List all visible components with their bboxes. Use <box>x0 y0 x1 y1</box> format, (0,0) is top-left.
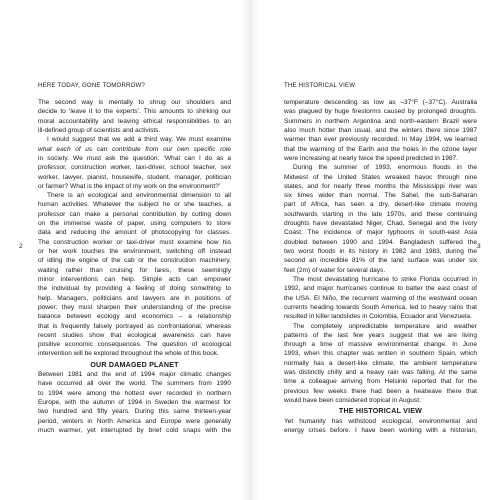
text-line: on the immense waste of paper, using computers to store <box>38 220 231 228</box>
text-line: data and reducing the amount of photocopying for classes. <box>38 229 231 237</box>
text-line: have occurred all over the world. The summers from 1990 <box>38 380 231 388</box>
text-line: previous few weeks there had been a heatwave there that <box>284 387 477 395</box>
text-line: that the warming of the Earth and the holes in the ozone layer <box>284 145 477 153</box>
text-line: to 1994 were among the hottest ever recorded in northern <box>38 389 231 397</box>
text-line: help. Managers, politicians and lawyers are in positions of <box>38 294 231 302</box>
text-line: Summers in northern Argentina and north-eastern Brazil were <box>284 117 477 125</box>
text-line: six times wider than normal. The Sahel, the sub-Saharan <box>284 192 477 200</box>
text-line: worker, lawyer, pianist, housewife, student, manager, politician <box>38 173 231 181</box>
section-heading: OUR DAMAGED PLANET <box>90 360 179 369</box>
text-line: feet (2m) of water for several days. <box>284 266 386 274</box>
right-page <box>250 0 500 500</box>
text-line: states, and for nearly three months the Mississippi river was <box>284 182 477 190</box>
text-line: would have been considered tropical in August. <box>284 397 421 404</box>
text-line: or her work touches the environment, switching off instead <box>38 248 231 255</box>
text-line: energy crises before. I have been working with a historian, <box>284 426 477 434</box>
text-line: patterns of the last few years suggest that we are living <box>284 331 477 339</box>
text-line: was plagued by huge firestorms caused by prolonged droughts. <box>284 108 477 116</box>
text-line: The construction worker or taxi-driver must examine how his <box>38 238 231 246</box>
text-line: or farmer? What is the impact of my work on the environment?’ <box>38 182 221 190</box>
text-line: what each of us can contribute from our own specific role <box>38 145 231 153</box>
text-line: balance between ecology and economics – a relationship <box>38 313 231 321</box>
text-line: through a time of massive environmental change. In June <box>284 341 477 349</box>
text-line: decide to ‘leave it to the experts’. This amounts to shirking our <box>38 108 231 116</box>
text-line: was distinctly chilly and a heavy rain was falling. At the same <box>284 369 477 377</box>
text-line: in society. We must ask the question: ‘What can I do as a <box>38 154 231 162</box>
text-line: temperature descending as low as –37°F (–37°C). Australia <box>284 99 477 106</box>
right-page-number: 3 <box>477 243 481 250</box>
text-line: the USA. El Niño, the recurrent warming of the westward ocean <box>284 294 477 302</box>
text-line: recent studies show that ecological awareness can have <box>38 331 231 339</box>
text-line: intervention will be explored throughout the whole of this book. <box>38 350 219 358</box>
text-line: Between 1981 and the end of 1994 major climatic changes <box>38 371 231 379</box>
left-page-number: 2 <box>19 243 23 250</box>
text-line: Coast. The incidence of major typhoons in south-east Asia <box>284 229 477 237</box>
text-line: ill-defined group of scientists and activists. <box>38 126 161 134</box>
text-line: Midwest of the United States wreaked havoc through nine <box>284 173 477 181</box>
text-line: doubled between 1990 and 1994. Bangladesh suffered the <box>284 238 477 246</box>
left-running-head: HERE TODAY, GONE TOMORROW? <box>38 82 146 89</box>
text-line: The most devastating hurricane to strike Florida occurred in <box>293 275 477 283</box>
text-line: 1993, when this chapter was written in southern Spain, which <box>284 350 477 358</box>
text-line: also much hotter than usual, and the winters there since 1987 <box>284 126 477 134</box>
text-line: professor can make a personal contribution by cutting down <box>38 210 231 218</box>
text-line: the individual by providing a feeling of doing something to <box>38 285 231 293</box>
text-line: warmer than ever previously recorded. In May 1994, we learned <box>284 136 477 144</box>
right-body-text <box>284 98 477 435</box>
text-line: 1992, and major hurricanes continue to batter the east coast of <box>284 285 477 293</box>
text-line: period, winters in North America and Europe were generally <box>38 417 231 425</box>
text-line: southwards starting in the late 1970s, and these continuing <box>284 210 477 218</box>
text-line: normally has a desert-like climate, the ambient temperature <box>284 359 477 367</box>
text-line: were increasing at nearly twice the speed predicted in 1987. <box>284 154 458 162</box>
text-line: The second way is mentally to shrug our shoulders and <box>38 99 231 106</box>
text-line: waiting rather than cruising for fares, these seemingly <box>38 266 231 274</box>
text-line: power; they must sharpen their understanding of the precise <box>38 303 231 311</box>
text-line: During the summer of 1993, enormous floods in the <box>293 164 477 172</box>
text-line: human activities. Whatever the subject he or she teaches, a <box>38 201 231 209</box>
text-line: The completely unpredictable temperature and weather <box>293 322 477 330</box>
text-line: second an incredible 81% of the land surface was under six <box>284 257 477 265</box>
text-line: currents heading towards South America, led to heavy rains that <box>284 303 477 311</box>
text-line: of idling the engine of the cab or the construction machinery, <box>38 257 231 265</box>
text-line: droughts have devastated Niger, Chad, Senegal and the Ivory <box>284 220 477 228</box>
text-line: I would suggest that we add a third way. We must examine <box>47 136 231 144</box>
text-line: two worst floods in its history in 1982 and 1983, during the <box>284 248 477 255</box>
text-line: minor interventions can help. Simple acts can empower <box>38 275 231 283</box>
right-running-head: THE HISTORICAL VIEW <box>284 82 356 89</box>
left-body-text <box>38 98 231 435</box>
text-line: time a colleague arriving from Helsinki reported that for the <box>284 378 477 386</box>
text-line: much warmer, yet interrupted by brief cold snaps with the <box>38 426 231 434</box>
text-line: part of Africa, has seen a dry, desert-like climate moving <box>284 201 477 209</box>
section-heading: THE HISTORICAL VIEW <box>338 407 423 416</box>
text-line: Europe, with the autumn of 1994 in Sweden the warmest for <box>38 399 231 406</box>
text-line: moral accountability and leaving ethical responsibilities to an <box>38 117 231 125</box>
text-line: Yet humanity has withstood ecological, environmental and <box>284 417 477 425</box>
text-line: that is frequently falsely portrayed as confrontational, whereas <box>38 322 231 330</box>
text-line: resulted in killer landslides in Colombia, Ecuador and Venezuela. <box>284 313 472 321</box>
text-line: There is an ecological and environmental dimension to all <box>47 192 231 200</box>
text-line: positive economic consequences. The question of ecological <box>38 341 231 349</box>
text-line: professor, construction worker, taxi-driver, school teacher, sex <box>38 164 231 172</box>
text-line: two hundred and fifty years. During this same thirteen-year <box>38 408 231 416</box>
